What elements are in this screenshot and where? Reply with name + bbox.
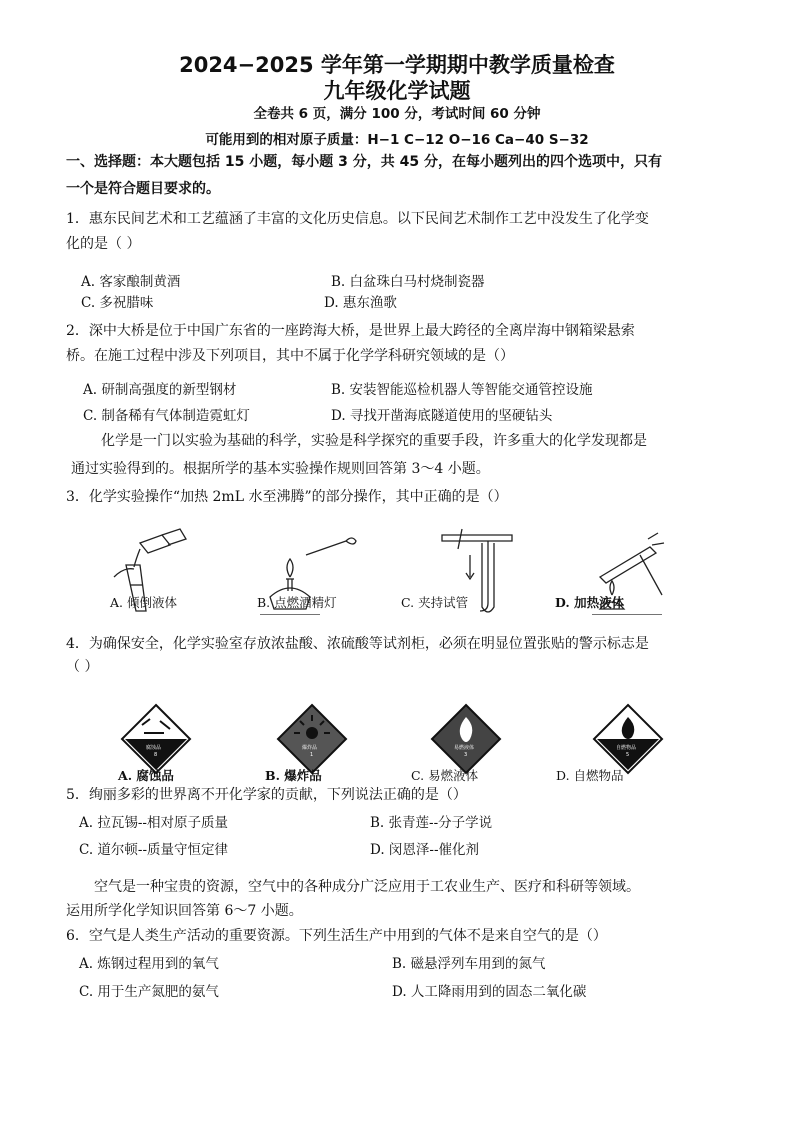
corrosive-sign-label: 腐蚀品 <box>146 745 162 751</box>
q6-option-b: B. 磁悬浮列车用到的氮气 <box>392 956 546 972</box>
q3-option-d: D. 加热液体 <box>555 595 625 610</box>
q6-option-c: C. 用于生产氮肥的氨气 <box>79 984 219 1000</box>
q1-option-c: C. 多祝腊味 <box>81 295 154 311</box>
spontaneous-combustion-sign <box>592 703 664 775</box>
intro-6-7-line2: 运用所学化学知识回答第 6～7 小题。 <box>66 903 303 919</box>
spontaneous-combustion-sign-number: 5 <box>626 752 630 758</box>
q1-option-b: B. 白盆珠白马村烧制瓷器 <box>331 274 485 290</box>
intro-3-4-line1: 化学是一门以实验为基础的科学，实验是科学探究的重要手段，许多重大的化学发现都是 <box>101 433 647 449</box>
corrosive-sign-number: 8 <box>154 752 158 758</box>
q5-option-d: D. 闵恩泽--催化剂 <box>370 842 480 858</box>
q3-option-a: A. 倾倒液体 <box>110 595 177 610</box>
q4-stem-line2: （ ） <box>66 659 99 675</box>
q1-stem-line1: 1．惠东民间艺术和工艺蕴涵了丰富的文化历史信息。以下民间艺术制作工艺中没发生了化学变 <box>66 211 649 227</box>
q4-stem-line1: 4．为确保安全，化学实验室存放浓盐酸、浓硫酸等试剂柜，必须在明显位置张贴的警示标志是 <box>66 636 649 652</box>
q4-option-a: A. 腐蚀品 <box>118 768 174 783</box>
section-heading-line1: 一、选择题：本大题包括 15 小题，每小题 3 分，共 45 分，在每小题列出的四个选项中，只有 <box>66 154 662 170</box>
q2-stem-line1: 2．深中大桥是位于中国广东省的一座跨海大桥，是世界上最大跨径的全离岸海中钢箱梁悬索 <box>66 323 635 339</box>
exam-subtitle: 九年级化学试题 <box>323 79 471 103</box>
exam-info: 全卷共 6 页，满分 100 分，考试时间 60 分钟 <box>253 106 541 122</box>
q4-option-b: B. 爆炸品 <box>265 768 322 783</box>
explosive-sign-label: 爆炸品 <box>302 745 318 751</box>
q1-option-a: A. 客家酿制黄酒 <box>81 274 181 290</box>
q5-stem: 5．绚丽多彩的世界离不开化学家的贡献，下列说法正确的是（） <box>66 787 467 803</box>
q4-option-c: C. 易燃液体 <box>411 768 479 783</box>
q3-option-b: B. 点燃酒精灯 <box>257 595 337 610</box>
q5-option-b: B. 张青莲--分子学说 <box>370 815 493 831</box>
q2-option-c: C. 制备稀有气体制造霓虹灯 <box>83 408 250 424</box>
q1-stem-line2: 化的是（ ） <box>66 236 141 252</box>
spontaneous-combustion-sign-label: 自燃物品 <box>616 745 637 751</box>
intro-6-7-line1: 空气是一种宝贵的资源，空气中的各种成分广泛应用于工农业生产、医疗和科研等领域。 <box>94 879 640 895</box>
q3-option-c: C. 夹持试管 <box>401 595 469 610</box>
explosive-sign-number: 1 <box>310 752 314 758</box>
explosive-sign <box>276 703 348 775</box>
q2-option-d: D. 寻找开凿海底隧道使用的坚硬钻头 <box>331 408 553 424</box>
q6-stem: 6．空气是人类生产活动的重要资源。下列生活生产中用到的气体不是来自空气的是（） <box>66 928 607 944</box>
atomic-masses: 可能用到的相对原子质量：H−1 C−12 O−16 Ca−40 S−32 <box>205 132 589 148</box>
q1-option-d: D. 惠东渔歌 <box>324 295 397 311</box>
q2-stem-line2: 桥。在施工过程中涉及下列项目，其中不属于化学学科研究领域的是（） <box>66 348 514 364</box>
exam-title: 2024−2025 学年第一学期期中教学质量检查 <box>179 53 615 77</box>
q2-option-a: A. 研制高强度的新型钢材 <box>83 382 237 398</box>
flammable-liquid-sign-label: 易燃液体 <box>454 745 475 751</box>
q6-option-d: D. 人工降雨用到的固态二氧化碳 <box>392 984 587 1000</box>
q5-option-c: C. 道尔顿--质量守恒定律 <box>79 842 229 858</box>
flammable-liquid-sign <box>430 703 502 775</box>
corrosive-sign <box>120 703 192 775</box>
q6-option-a: A. 炼钢过程用到的氧气 <box>79 956 219 972</box>
flammable-liquid-sign-number: 3 <box>464 752 468 758</box>
q4-option-d: D. 自燃物品 <box>556 768 624 783</box>
section-heading-line2: 一个是符合题目要求的。 <box>66 181 220 197</box>
q5-option-a: A. 拉瓦锡--相对原子质量 <box>79 815 228 831</box>
q2-option-b: B. 安装智能巡检机器人等智能交通管控设施 <box>331 382 593 398</box>
q3-stem: 3．化学实验操作“加热 2mL 水至沸腾”的部分操作，其中正确的是（） <box>66 489 508 505</box>
intro-3-4-line2: 通过实验得到的。根据所学的基本实验操作规则回答第 3～4 小题。 <box>71 461 490 477</box>
